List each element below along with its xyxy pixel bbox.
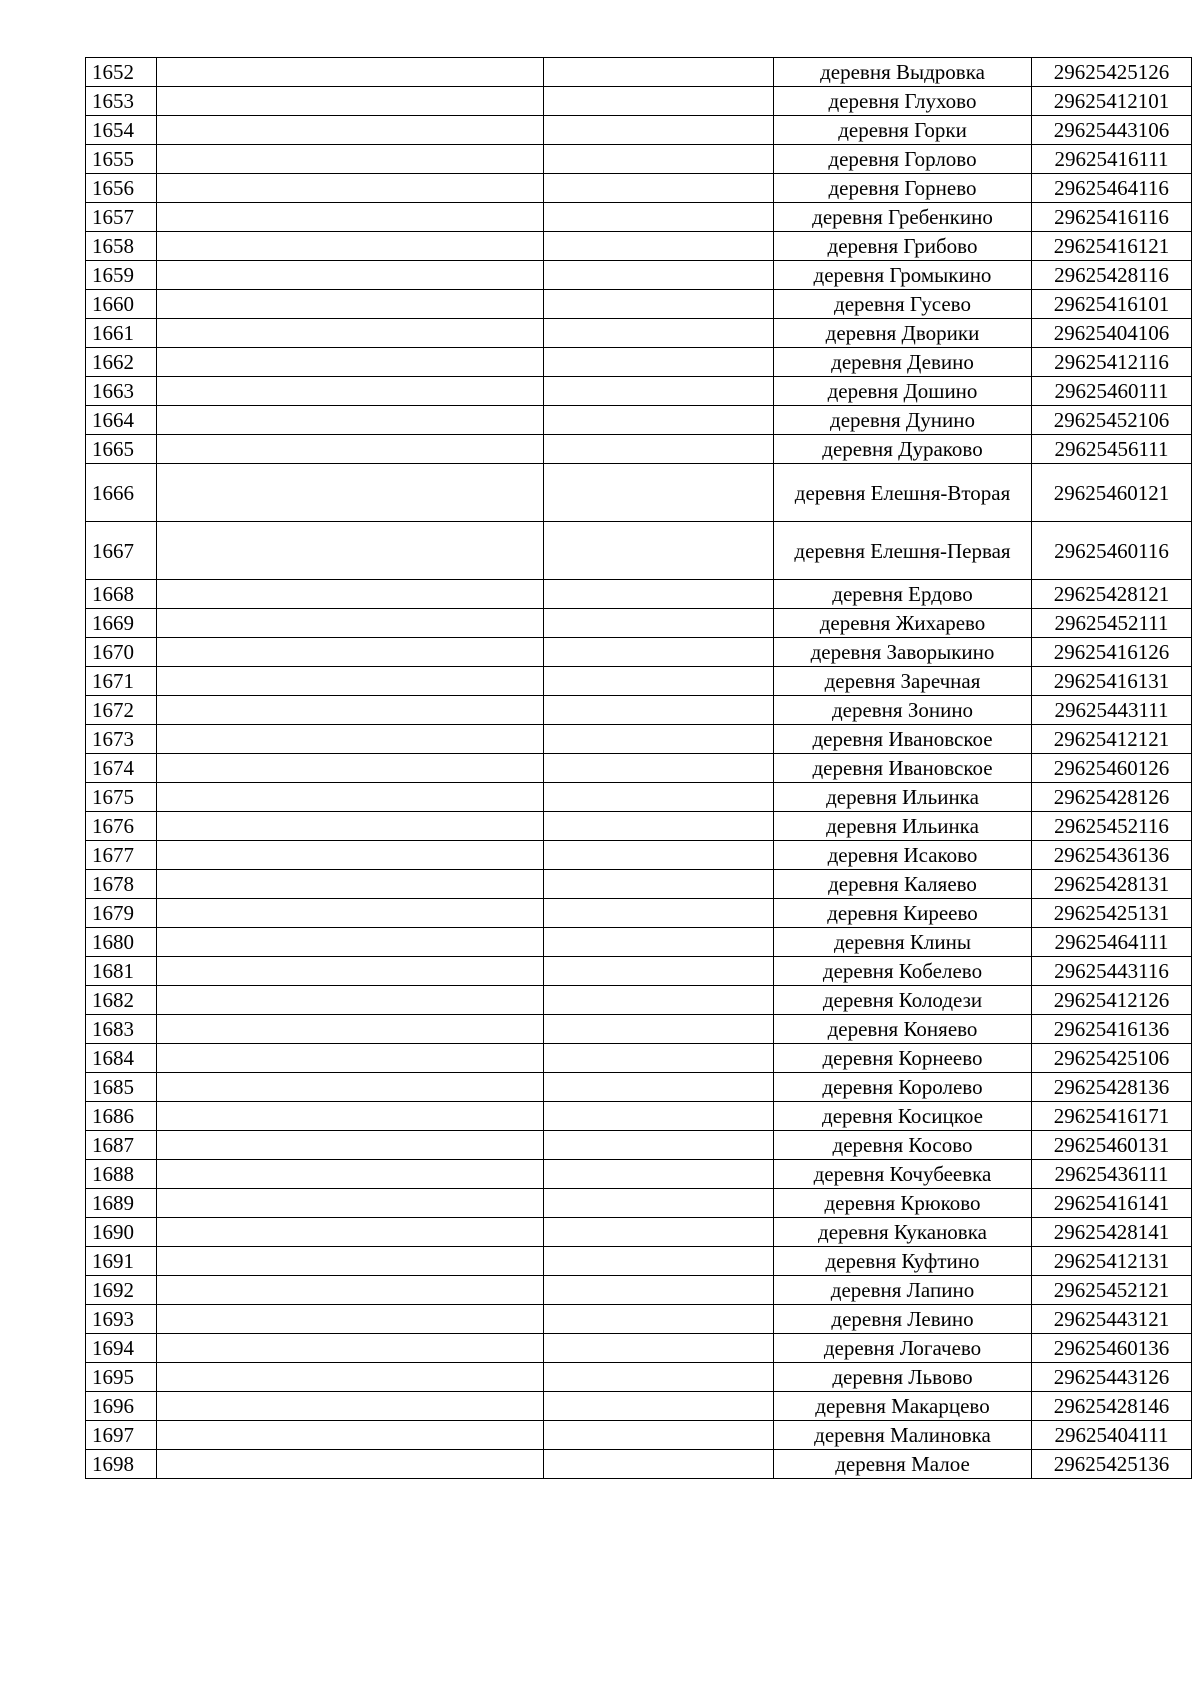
empty-cell xyxy=(544,87,774,116)
row-number-cell: 1662 xyxy=(86,348,157,377)
row-number-cell: 1675 xyxy=(86,783,157,812)
empty-cell xyxy=(157,261,544,290)
row-number-cell: 1674 xyxy=(86,754,157,783)
row-number-cell: 1668 xyxy=(86,580,157,609)
empty-cell xyxy=(157,522,544,580)
row-number-cell: 1661 xyxy=(86,319,157,348)
table-row xyxy=(86,522,1192,580)
table-row xyxy=(86,1276,1192,1305)
table-row xyxy=(86,116,1192,145)
empty-cell xyxy=(544,522,774,580)
empty-cell xyxy=(157,1131,544,1160)
empty-cell xyxy=(544,841,774,870)
row-number-cell: 1670 xyxy=(86,638,157,667)
table-row xyxy=(86,1131,1192,1160)
row-number-cell: 1685 xyxy=(86,1073,157,1102)
empty-cell xyxy=(157,377,544,406)
settlement-name-cell: деревня Куфтино xyxy=(774,1247,1032,1276)
settlement-name-cell: деревня Крюково xyxy=(774,1189,1032,1218)
table-row xyxy=(86,783,1192,812)
settlement-name-cell: деревня Ивановское xyxy=(774,754,1032,783)
settlement-name-cell: деревня Дураково xyxy=(774,435,1032,464)
empty-cell xyxy=(157,1305,544,1334)
empty-cell xyxy=(544,899,774,928)
empty-cell xyxy=(544,870,774,899)
table-row xyxy=(86,1160,1192,1189)
empty-cell xyxy=(157,1189,544,1218)
empty-cell xyxy=(544,1450,774,1479)
oktmo-code-cell: 29625460116 xyxy=(1032,522,1192,580)
settlement-name-cell: деревня Кобелево xyxy=(774,957,1032,986)
settlements-table xyxy=(85,57,1192,1479)
table-row xyxy=(86,261,1192,290)
empty-cell xyxy=(544,1363,774,1392)
row-number-cell: 1679 xyxy=(86,899,157,928)
empty-cell xyxy=(544,377,774,406)
empty-cell xyxy=(157,1102,544,1131)
empty-cell xyxy=(544,1247,774,1276)
row-number-cell: 1693 xyxy=(86,1305,157,1334)
empty-cell xyxy=(544,290,774,319)
empty-cell xyxy=(544,174,774,203)
settlement-name-cell: деревня Гусево xyxy=(774,290,1032,319)
row-number-cell: 1694 xyxy=(86,1334,157,1363)
empty-cell xyxy=(157,696,544,725)
settlement-name-cell: деревня Гребенкино xyxy=(774,203,1032,232)
table-row xyxy=(86,1189,1192,1218)
table-row xyxy=(86,1015,1192,1044)
table-row xyxy=(86,87,1192,116)
row-number-cell: 1687 xyxy=(86,1131,157,1160)
oktmo-code-cell: 29625436136 xyxy=(1032,841,1192,870)
row-number-cell: 1688 xyxy=(86,1160,157,1189)
row-number-cell: 1684 xyxy=(86,1044,157,1073)
empty-cell xyxy=(544,812,774,841)
settlement-name-cell: деревня Логачево xyxy=(774,1334,1032,1363)
table-row xyxy=(86,957,1192,986)
empty-cell xyxy=(544,986,774,1015)
empty-cell xyxy=(544,1189,774,1218)
oktmo-code-cell: 29625416126 xyxy=(1032,638,1192,667)
table-row xyxy=(86,203,1192,232)
empty-cell xyxy=(544,580,774,609)
empty-cell xyxy=(157,232,544,261)
row-number-cell: 1690 xyxy=(86,1218,157,1247)
empty-cell xyxy=(157,1247,544,1276)
settlement-name-cell: деревня Заворыкино xyxy=(774,638,1032,667)
empty-cell xyxy=(544,928,774,957)
table-row xyxy=(86,174,1192,203)
empty-cell xyxy=(157,580,544,609)
empty-cell xyxy=(157,928,544,957)
table-row xyxy=(86,928,1192,957)
settlement-name-cell: деревня Лапино xyxy=(774,1276,1032,1305)
table-row xyxy=(86,58,1192,87)
settlement-name-cell: деревня Львово xyxy=(774,1363,1032,1392)
table-row xyxy=(86,290,1192,319)
empty-cell xyxy=(157,1392,544,1421)
settlement-name-cell: деревня Елешня-Первая xyxy=(774,522,1032,580)
empty-cell xyxy=(544,667,774,696)
oktmo-code-cell: 29625416121 xyxy=(1032,232,1192,261)
empty-cell xyxy=(544,319,774,348)
oktmo-code-cell: 29625425131 xyxy=(1032,899,1192,928)
oktmo-code-cell: 29625428126 xyxy=(1032,783,1192,812)
empty-cell xyxy=(157,957,544,986)
row-number-cell: 1658 xyxy=(86,232,157,261)
oktmo-code-cell: 29625404111 xyxy=(1032,1421,1192,1450)
table-row xyxy=(86,348,1192,377)
empty-cell xyxy=(157,174,544,203)
settlement-name-cell: деревня Зонино xyxy=(774,696,1032,725)
empty-cell xyxy=(544,754,774,783)
empty-cell xyxy=(544,609,774,638)
settlement-name-cell: деревня Горки xyxy=(774,116,1032,145)
empty-cell xyxy=(544,1160,774,1189)
settlement-name-cell: деревня Клины xyxy=(774,928,1032,957)
empty-cell xyxy=(157,319,544,348)
row-number-cell: 1673 xyxy=(86,725,157,754)
oktmo-code-cell: 29625464116 xyxy=(1032,174,1192,203)
table-row xyxy=(86,696,1192,725)
row-number-cell: 1657 xyxy=(86,203,157,232)
table-row xyxy=(86,1450,1192,1479)
oktmo-code-cell: 29625456111 xyxy=(1032,435,1192,464)
table-row xyxy=(86,1392,1192,1421)
settlement-name-cell: деревня Горлово xyxy=(774,145,1032,174)
empty-cell xyxy=(157,406,544,435)
oktmo-code-cell: 29625412131 xyxy=(1032,1247,1192,1276)
table-row xyxy=(86,1421,1192,1450)
empty-cell xyxy=(157,145,544,174)
settlement-name-cell: деревня Грибово xyxy=(774,232,1032,261)
settlement-name-cell: деревня Заречная xyxy=(774,667,1032,696)
empty-cell xyxy=(544,406,774,435)
empty-cell xyxy=(544,145,774,174)
empty-cell xyxy=(157,899,544,928)
empty-cell xyxy=(544,116,774,145)
empty-cell xyxy=(157,1276,544,1305)
row-number-cell: 1663 xyxy=(86,377,157,406)
oktmo-code-cell: 29625404106 xyxy=(1032,319,1192,348)
settlement-name-cell: деревня Елешня-Вторая xyxy=(774,464,1032,522)
empty-cell xyxy=(157,1160,544,1189)
settlement-name-cell: деревня Кукановка xyxy=(774,1218,1032,1247)
settlements-table-body xyxy=(86,58,1192,1479)
settlement-name-cell: деревня Горнево xyxy=(774,174,1032,203)
empty-cell xyxy=(544,1218,774,1247)
row-number-cell: 1654 xyxy=(86,116,157,145)
oktmo-code-cell: 29625412116 xyxy=(1032,348,1192,377)
table-row xyxy=(86,1218,1192,1247)
oktmo-code-cell: 29625425106 xyxy=(1032,1044,1192,1073)
empty-cell xyxy=(544,1392,774,1421)
settlement-name-cell: деревня Макарцево xyxy=(774,1392,1032,1421)
empty-cell xyxy=(157,638,544,667)
empty-cell xyxy=(544,232,774,261)
settlement-name-cell: деревня Дворики xyxy=(774,319,1032,348)
table-row xyxy=(86,609,1192,638)
oktmo-code-cell: 29625443106 xyxy=(1032,116,1192,145)
row-number-cell: 1680 xyxy=(86,928,157,957)
row-number-cell: 1659 xyxy=(86,261,157,290)
empty-cell xyxy=(157,203,544,232)
row-number-cell: 1692 xyxy=(86,1276,157,1305)
settlement-name-cell: деревня Дунино xyxy=(774,406,1032,435)
settlement-name-cell: деревня Малое xyxy=(774,1450,1032,1479)
empty-cell xyxy=(157,116,544,145)
row-number-cell: 1697 xyxy=(86,1421,157,1450)
row-number-cell: 1652 xyxy=(86,58,157,87)
settlement-name-cell: деревня Дошино xyxy=(774,377,1032,406)
oktmo-code-cell: 29625416111 xyxy=(1032,145,1192,174)
settlement-name-cell: деревня Глухово xyxy=(774,87,1032,116)
row-number-cell: 1678 xyxy=(86,870,157,899)
oktmo-code-cell: 29625412101 xyxy=(1032,87,1192,116)
table-row xyxy=(86,986,1192,1015)
settlement-name-cell: деревня Ильинка xyxy=(774,783,1032,812)
table-row xyxy=(86,1363,1192,1392)
empty-cell xyxy=(544,261,774,290)
settlement-name-cell: деревня Ивановское xyxy=(774,725,1032,754)
oktmo-code-cell: 29625443121 xyxy=(1032,1305,1192,1334)
row-number-cell: 1677 xyxy=(86,841,157,870)
row-number-cell: 1664 xyxy=(86,406,157,435)
empty-cell xyxy=(157,1421,544,1450)
empty-cell xyxy=(157,725,544,754)
settlement-name-cell: деревня Косово xyxy=(774,1131,1032,1160)
table-row xyxy=(86,1073,1192,1102)
empty-cell xyxy=(544,1276,774,1305)
empty-cell xyxy=(157,609,544,638)
settlement-name-cell: деревня Ильинка xyxy=(774,812,1032,841)
oktmo-code-cell: 29625425126 xyxy=(1032,58,1192,87)
empty-cell xyxy=(544,696,774,725)
oktmo-code-cell: 29625452106 xyxy=(1032,406,1192,435)
oktmo-code-cell: 29625416141 xyxy=(1032,1189,1192,1218)
oktmo-code-cell: 29625436111 xyxy=(1032,1160,1192,1189)
empty-cell xyxy=(157,58,544,87)
empty-cell xyxy=(157,435,544,464)
table-row xyxy=(86,319,1192,348)
oktmo-code-cell: 29625464111 xyxy=(1032,928,1192,957)
empty-cell xyxy=(157,1073,544,1102)
empty-cell xyxy=(157,1044,544,1073)
empty-cell xyxy=(544,1305,774,1334)
row-number-cell: 1698 xyxy=(86,1450,157,1479)
oktmo-code-cell: 29625460121 xyxy=(1032,464,1192,522)
row-number-cell: 1655 xyxy=(86,145,157,174)
empty-cell xyxy=(544,58,774,87)
row-number-cell: 1656 xyxy=(86,174,157,203)
empty-cell xyxy=(544,1073,774,1102)
row-number-cell: 1666 xyxy=(86,464,157,522)
settlement-name-cell: деревня Косицкое xyxy=(774,1102,1032,1131)
oktmo-code-cell: 29625428146 xyxy=(1032,1392,1192,1421)
row-number-cell: 1660 xyxy=(86,290,157,319)
row-number-cell: 1665 xyxy=(86,435,157,464)
empty-cell xyxy=(544,203,774,232)
empty-cell xyxy=(544,464,774,522)
table-row xyxy=(86,1247,1192,1276)
empty-cell xyxy=(157,290,544,319)
row-number-cell: 1689 xyxy=(86,1189,157,1218)
oktmo-code-cell: 29625443111 xyxy=(1032,696,1192,725)
empty-cell xyxy=(157,1015,544,1044)
empty-cell xyxy=(157,1363,544,1392)
settlement-name-cell: деревня Корнеево xyxy=(774,1044,1032,1073)
table-row xyxy=(86,406,1192,435)
empty-cell xyxy=(544,1131,774,1160)
table-row xyxy=(86,841,1192,870)
table-row xyxy=(86,725,1192,754)
settlement-name-cell: деревня Кочубеевка xyxy=(774,1160,1032,1189)
oktmo-code-cell: 29625443126 xyxy=(1032,1363,1192,1392)
empty-cell xyxy=(157,348,544,377)
row-number-cell: 1695 xyxy=(86,1363,157,1392)
oktmo-code-cell: 29625460126 xyxy=(1032,754,1192,783)
table-row xyxy=(86,464,1192,522)
empty-cell xyxy=(157,841,544,870)
table-row xyxy=(86,232,1192,261)
empty-cell xyxy=(544,783,774,812)
empty-cell xyxy=(157,1218,544,1247)
settlement-name-cell: деревня Выдровка xyxy=(774,58,1032,87)
row-number-cell: 1653 xyxy=(86,87,157,116)
oktmo-code-cell: 29625452121 xyxy=(1032,1276,1192,1305)
table-row xyxy=(86,435,1192,464)
empty-cell xyxy=(157,87,544,116)
empty-cell xyxy=(544,1334,774,1363)
table-row xyxy=(86,1102,1192,1131)
oktmo-code-cell: 29625452111 xyxy=(1032,609,1192,638)
empty-cell xyxy=(157,870,544,899)
row-number-cell: 1667 xyxy=(86,522,157,580)
table-row xyxy=(86,812,1192,841)
oktmo-code-cell: 29625428116 xyxy=(1032,261,1192,290)
oktmo-code-cell: 29625416116 xyxy=(1032,203,1192,232)
settlement-name-cell: деревня Жихарево xyxy=(774,609,1032,638)
table-row xyxy=(86,667,1192,696)
row-number-cell: 1686 xyxy=(86,1102,157,1131)
empty-cell xyxy=(544,957,774,986)
empty-cell xyxy=(544,638,774,667)
empty-cell xyxy=(157,1334,544,1363)
table-row xyxy=(86,899,1192,928)
empty-cell xyxy=(544,435,774,464)
oktmo-code-cell: 29625425136 xyxy=(1032,1450,1192,1479)
empty-cell xyxy=(544,1102,774,1131)
empty-cell xyxy=(157,812,544,841)
empty-cell xyxy=(544,1015,774,1044)
oktmo-code-cell: 29625443116 xyxy=(1032,957,1192,986)
oktmo-code-cell: 29625428141 xyxy=(1032,1218,1192,1247)
empty-cell xyxy=(544,348,774,377)
table-row xyxy=(86,377,1192,406)
settlement-name-cell: деревня Малиновка xyxy=(774,1421,1032,1450)
empty-cell xyxy=(544,725,774,754)
oktmo-code-cell: 29625416171 xyxy=(1032,1102,1192,1131)
empty-cell xyxy=(157,986,544,1015)
empty-cell xyxy=(157,464,544,522)
table-row xyxy=(86,1334,1192,1363)
table-row xyxy=(86,1305,1192,1334)
oktmo-code-cell: 29625412121 xyxy=(1032,725,1192,754)
settlement-name-cell: деревня Девино xyxy=(774,348,1032,377)
settlement-name-cell: деревня Исаково xyxy=(774,841,1032,870)
table-row xyxy=(86,638,1192,667)
oktmo-code-cell: 29625460111 xyxy=(1032,377,1192,406)
settlement-name-cell: деревня Каляево xyxy=(774,870,1032,899)
oktmo-code-cell: 29625460131 xyxy=(1032,1131,1192,1160)
row-number-cell: 1691 xyxy=(86,1247,157,1276)
row-number-cell: 1676 xyxy=(86,812,157,841)
oktmo-code-cell: 29625428131 xyxy=(1032,870,1192,899)
oktmo-code-cell: 29625416136 xyxy=(1032,1015,1192,1044)
oktmo-code-cell: 29625428136 xyxy=(1032,1073,1192,1102)
empty-cell xyxy=(157,667,544,696)
oktmo-code-cell: 29625412126 xyxy=(1032,986,1192,1015)
empty-cell xyxy=(157,754,544,783)
table-row xyxy=(86,1044,1192,1073)
settlement-name-cell: деревня Громыкино xyxy=(774,261,1032,290)
table-row xyxy=(86,145,1192,174)
row-number-cell: 1681 xyxy=(86,957,157,986)
oktmo-code-cell: 29625428121 xyxy=(1032,580,1192,609)
table-row xyxy=(86,580,1192,609)
settlement-name-cell: деревня Киреево xyxy=(774,899,1032,928)
table-row xyxy=(86,754,1192,783)
row-number-cell: 1672 xyxy=(86,696,157,725)
oktmo-code-cell: 29625452116 xyxy=(1032,812,1192,841)
empty-cell xyxy=(544,1044,774,1073)
row-number-cell: 1682 xyxy=(86,986,157,1015)
settlement-name-cell: деревня Левино xyxy=(774,1305,1032,1334)
empty-cell xyxy=(157,1450,544,1479)
oktmo-code-cell: 29625460136 xyxy=(1032,1334,1192,1363)
empty-cell xyxy=(544,1421,774,1450)
oktmo-code-cell: 29625416101 xyxy=(1032,290,1192,319)
oktmo-code-cell: 29625416131 xyxy=(1032,667,1192,696)
settlement-name-cell: деревня Колодези xyxy=(774,986,1032,1015)
row-number-cell: 1683 xyxy=(86,1015,157,1044)
row-number-cell: 1671 xyxy=(86,667,157,696)
settlement-name-cell: деревня Коняево xyxy=(774,1015,1032,1044)
settlement-name-cell: деревня Ердово xyxy=(774,580,1032,609)
table-row xyxy=(86,870,1192,899)
settlement-name-cell: деревня Королево xyxy=(774,1073,1032,1102)
empty-cell xyxy=(157,783,544,812)
row-number-cell: 1696 xyxy=(86,1392,157,1421)
row-number-cell: 1669 xyxy=(86,609,157,638)
